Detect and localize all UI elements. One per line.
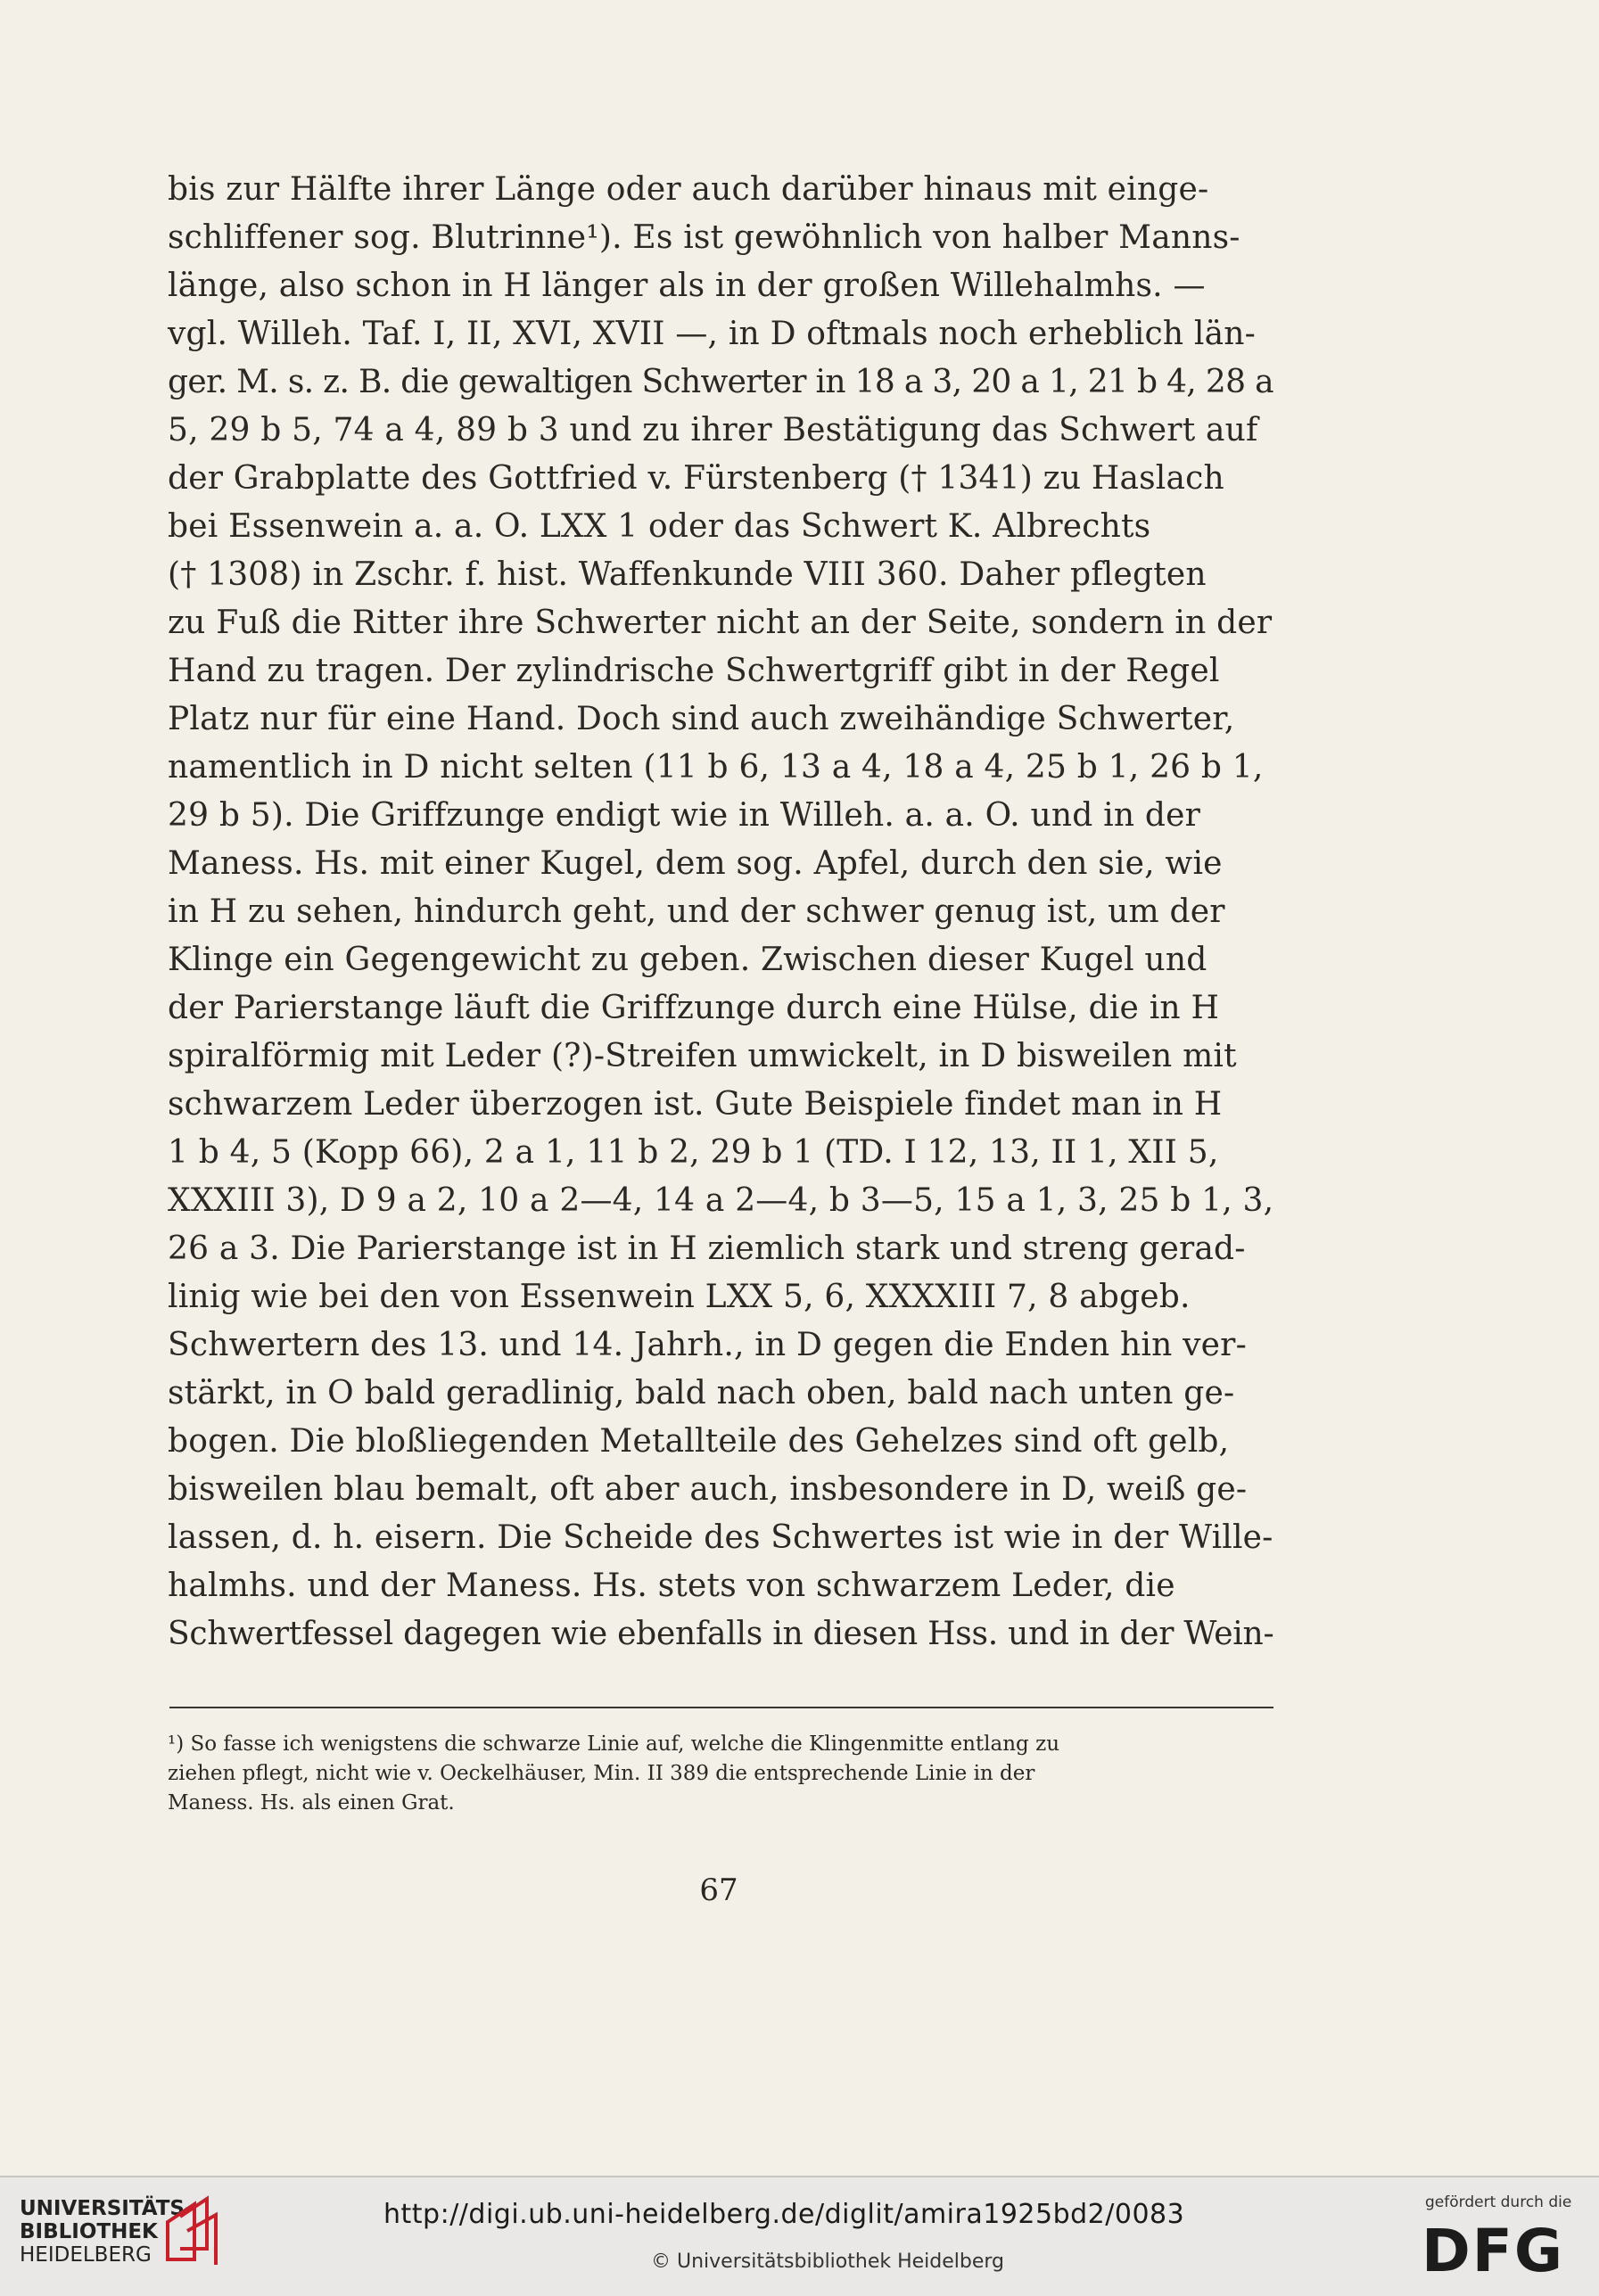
text-line: länge, also schon in H länger als in der großen Willehalmhs. —: [168, 267, 1206, 304]
dfg-caption: gefördert durch die: [1425, 2193, 1572, 2211]
text-line: bis zur Hälfte ihrer Länge oder auch darüber hinaus mit einge-: [168, 171, 1209, 208]
library-name-line3: HEIDELBERG: [20, 2243, 152, 2267]
text-line: 26 a 3. Die Parierstange ist in H ziemlich stark und streng gerad-: [168, 1230, 1246, 1267]
body-text: [168, 166, 1273, 1658]
text-line: lassen, d. h. eisern. Die Scheide des Schwertes ist wie in der Wille-: [168, 1519, 1273, 1556]
footnote: [168, 1730, 1273, 1818]
dfg-logo[interactable]: DFG: [1422, 2217, 1565, 2285]
text-line: 1 b 4, 5 (Kopp 66), 2 a 1, 11 b 2, 29 b 1 (TD. I 12, 13, II 1, XII 5,: [168, 1134, 1219, 1171]
text-line: bisweilen blau bemalt, oft aber auch, insbesondere in D, weiß ge-: [168, 1471, 1248, 1508]
footnote-line: Maness. Hs. als einen Grat.: [168, 1791, 455, 1815]
text-line: bogen. Die bloßliegenden Metallteile des Gehelzes sind oft gelb,: [168, 1423, 1230, 1460]
text-line: zu Fuß die Ritter ihre Schwerter nicht an der Seite, sondern in der: [168, 605, 1273, 641]
page-number: 67: [699, 1872, 738, 1908]
text-line: ger. M. s. z. B. die gewaltigen Schwerter in 18 a 3, 20 a 1, 21 b 4, 28 a: [168, 364, 1273, 400]
text-line: in H zu sehen, hindurch geht, und der schwer genug ist, um der: [168, 893, 1225, 930]
text-line: halmhs. und der Maness. Hs. stets von schwarzem Leder, die: [168, 1568, 1175, 1604]
permalink-url[interactable]: http://digi.ub.uni-heidelberg.de/diglit/amira1925bd2/0083: [383, 2199, 1185, 2230]
text-line: der Parierstange läuft die Griffzunge durch eine Hülse, die in H: [168, 990, 1220, 1026]
text-line: 5, 29 b 5, 74 a 4, 89 b 3 und zu ihrer Bestätigung das Schwert auf: [168, 412, 1258, 449]
footnote-line: ¹) So fasse ich wenigstens die schwarze Linie auf, welche die Klingenmitte entlang zu: [168, 1732, 1060, 1756]
text-line: Maness. Hs. mit einer Kugel, dem sog. Apfel, durch den sie, wie: [168, 845, 1223, 882]
text-line: Schwertfessel dagegen wie ebenfalls in diesen Hss. und in der Wein-: [168, 1616, 1274, 1652]
text-line: († 1308) in Zschr. f. hist. Waffenkunde VIII 360. Daher pflegten: [168, 556, 1207, 593]
text-line: XXXIII 3), D 9 a 2, 10 a 2—4, 14 a 2—4, b 3—5, 15 a 1, 3, 25 b 1, 3,: [168, 1182, 1274, 1219]
text-line: spiralförmig mit Leder (?)-Streifen umwickelt, in D bisweilen mit: [168, 1038, 1237, 1074]
text-line: der Grabplatte des Gottfried v. Fürstenberg († 1341) zu Haslach: [168, 460, 1224, 497]
library-name-line1: UNIVERSITÄTS-: [20, 2197, 194, 2220]
text-line: Klinge ein Gegengewicht zu geben. Zwischen dieser Kugel und: [168, 942, 1207, 978]
text-line: Schwertern des 13. und 14. Jahrh., in D gegen die Enden hin ver-: [168, 1327, 1247, 1363]
footer-bar: [0, 2176, 1599, 2296]
text-line: 29 b 5). Die Griffzunge endigt wie in Willeh. a. a. O. und in der: [168, 797, 1201, 834]
text-line: Hand zu tragen. Der zylindrische Schwertgriff gibt in der Regel: [168, 653, 1220, 689]
footnote-rule: [169, 1707, 1273, 1708]
text-line: schliffener sog. Blutrinne¹). Es ist gewöhnlich von halber Manns-: [168, 219, 1240, 256]
copyright-notice: © Universitätsbibliothek Heidelberg: [651, 2251, 1005, 2273]
library-emblem-icon: [161, 2195, 223, 2267]
text-line: schwarzem Leder überzogen ist. Gute Beispiele findet man in H: [168, 1086, 1223, 1123]
footnote-line: ziehen pflegt, nicht wie v. Oeckelhäuser, Min. II 389 die entsprechende Linie in der: [168, 1762, 1035, 1785]
text-line: stärkt, in O bald geradlinig, bald nach oben, bald nach unten ge-: [168, 1375, 1235, 1411]
text-line: bei Essenwein a. a. O. LXX 1 oder das Schwert K. Albrechts: [168, 508, 1151, 545]
library-name-line2: BIBLIOTHEK: [20, 2220, 158, 2243]
text-line: linig wie bei den von Essenwein LXX 5, 6, XXXXIII 7, 8 abgeb.: [168, 1279, 1191, 1315]
text-line: Platz nur für eine Hand. Doch sind auch zweihändige Schwerter,: [168, 701, 1235, 737]
text-line: vgl. Willeh. Taf. I, II, XVI, XVII —, in D oftmals noch erheblich län-: [168, 316, 1257, 352]
text-line: namentlich in D nicht selten (11 b 6, 13 a 4, 18 a 4, 25 b 1, 26 b 1,: [168, 749, 1264, 786]
